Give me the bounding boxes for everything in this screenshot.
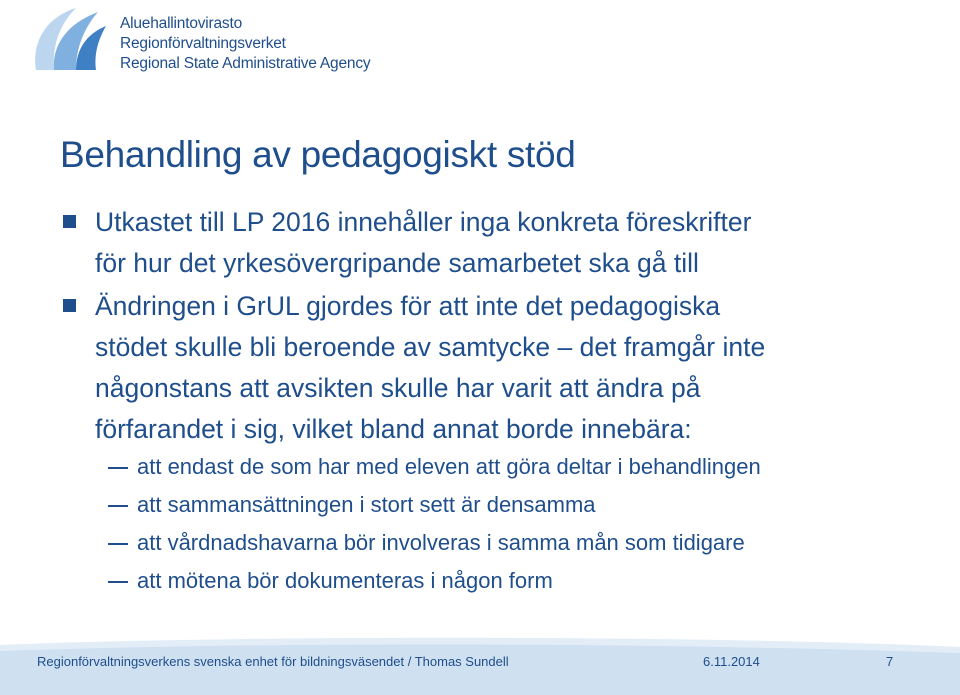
sub-bullet-item: [0, 448, 960, 486]
sub-bullet-text: att endast de som har med eleven att göra deltar i behandlingen: [137, 454, 761, 479]
bullet-line: Utkastet till LP 2016 innehåller inga konkreta föreskrifter: [95, 207, 752, 237]
sub-bullet-item: [0, 486, 960, 524]
dash-bullet-icon: [108, 581, 128, 583]
sub-bullet-item: [0, 562, 960, 600]
footer-date: 6.11.2014: [703, 654, 760, 669]
page-number: 7: [886, 654, 894, 669]
sub-bullet-text: att sammansättningen i stort sett är densamma: [137, 492, 596, 517]
dash-bullet-icon: [108, 467, 128, 469]
sub-bullet-item: [0, 524, 960, 562]
bullet-line: Ändringen i GrUL gjordes för att inte det pedagogiska: [95, 291, 721, 321]
bullet-line: förfarandet i sig, vilket bland annat borde innebära:: [95, 414, 692, 444]
bullet-line: för hur det yrkesövergripande samarbetet ska gå till: [95, 248, 699, 278]
bullet-list: [0, 202, 960, 452]
bullet-line: stödet skulle bli beroende av samtycke – det framgår inte: [95, 332, 766, 362]
agency-name-fi: Aluehallintovirasto: [120, 15, 242, 32]
agency-name: [120, 14, 370, 74]
bullet-item: [0, 202, 960, 284]
bullet-item: [0, 286, 960, 450]
footer-author: Regionförvaltningsverkens svenska enhet för bildningsväsendet / Thomas Sundell: [37, 654, 509, 669]
bullet-line: någonstans att avsikten skulle har varit att ändra på: [95, 373, 701, 403]
slide-title: Behandling av pedagogiskt stöd: [60, 134, 576, 175]
agency-logo-icon: [26, 4, 110, 80]
slide-footer: [0, 637, 960, 695]
sub-bullet-text: att vårdnadshavarna bör involveras i samma mån som tidigare: [137, 530, 745, 555]
agency-logo: [26, 4, 386, 80]
agency-name-en: Regional State Administrative Agency: [120, 55, 371, 72]
agency-name-sv: Regionförvaltningsverket: [120, 35, 286, 52]
square-bullet-icon: [63, 299, 76, 312]
dash-bullet-icon: [108, 543, 128, 545]
square-bullet-icon: [63, 215, 76, 228]
dash-bullet-icon: [108, 505, 128, 507]
sub-bullet-text: att mötena bör dokumenteras i någon form: [137, 568, 553, 593]
sub-bullet-list: [0, 448, 960, 600]
